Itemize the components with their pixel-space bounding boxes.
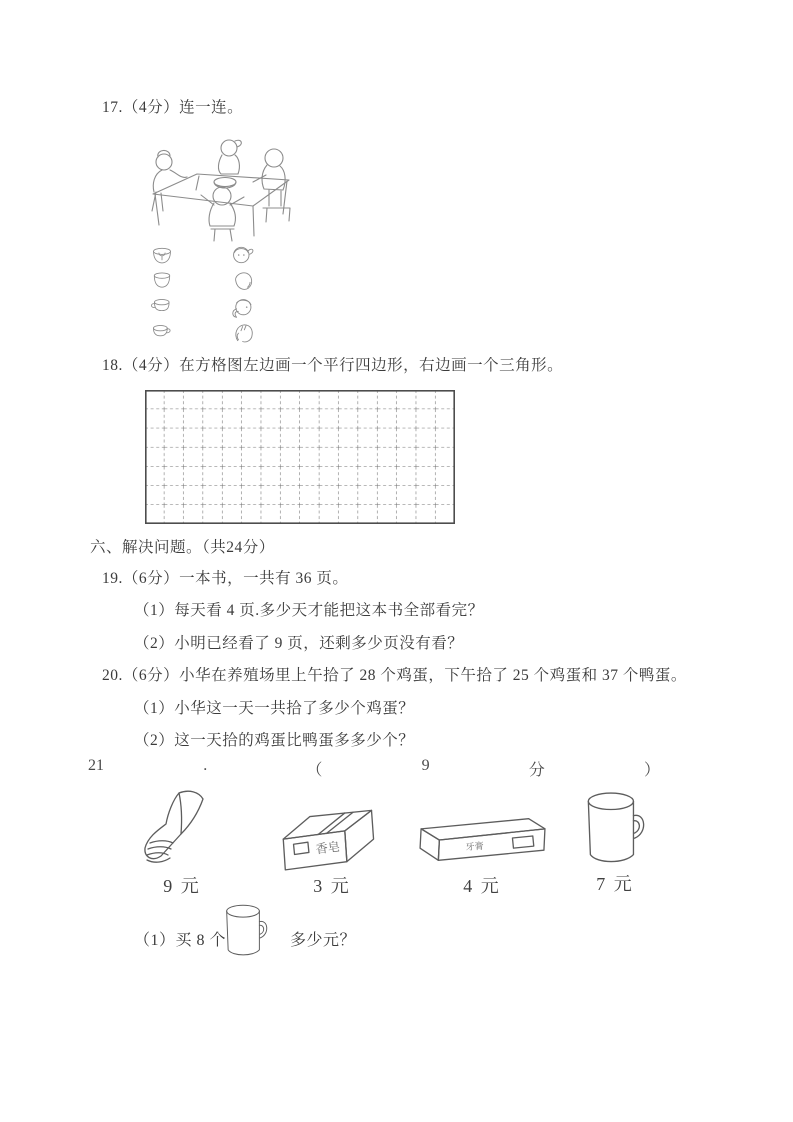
item-towel bbox=[134, 788, 230, 898]
soap-box-label: 香皂 bbox=[314, 839, 341, 857]
question-21-paren-close: ） bbox=[643, 762, 660, 779]
sub-question-mug bbox=[222, 903, 270, 961]
match-head-1 bbox=[230, 243, 256, 267]
soap-box-icon bbox=[273, 798, 391, 872]
match-head-4 bbox=[231, 322, 256, 346]
children-at-table-illustration bbox=[133, 132, 308, 242]
grid-icon bbox=[145, 390, 455, 524]
question-21-fen: 分 bbox=[528, 762, 545, 779]
match-cup-4 bbox=[149, 322, 174, 342]
question-20-label: 20.（6分）小华在养殖场里上午拾了 28 个鸡蛋，下午拾了 25 个鸡蛋和 37 个鸭蛋。 bbox=[102, 667, 687, 684]
cup-left-handle-icon bbox=[148, 296, 174, 316]
towel-icon bbox=[136, 788, 228, 872]
boy-head-profile-icon bbox=[231, 322, 256, 346]
question-20-sub-1: （1）小华这一天一共拾了多少个鸡蛋？ bbox=[134, 700, 415, 717]
small-mug-icon bbox=[222, 903, 270, 961]
question-21-paren-open: （ bbox=[306, 762, 323, 779]
drawing-grid bbox=[145, 390, 455, 524]
bowl-with-spoon-icon bbox=[150, 246, 174, 266]
item-toothpaste-box bbox=[412, 812, 552, 898]
item-soap-box bbox=[268, 798, 396, 898]
mug-icon bbox=[582, 790, 648, 870]
match-head-3 bbox=[229, 296, 256, 320]
question-19-sub-2: （2）小明已经看了 9 页，还剩多少页没有看？ bbox=[134, 635, 464, 652]
toothpaste-box-label: 牙膏 bbox=[465, 840, 485, 853]
match-cup-2 bbox=[150, 271, 174, 291]
match-cup-3 bbox=[148, 296, 174, 316]
towel-price: 9 元 bbox=[163, 876, 201, 896]
girl-head-side-tuft-icon bbox=[230, 243, 256, 267]
question-21-sub-1-prefix: （1）买 8 个 bbox=[134, 932, 227, 949]
question-18-label: 18.（4分）在方格图左边画一个平行四边形，右边画一个三角形。 bbox=[102, 357, 564, 374]
question-20-sub-2: （2）这一天拾的鸡蛋比鸭蛋多多少个？ bbox=[134, 732, 415, 749]
section-six-title: 六、解决问题。（共24分） bbox=[90, 539, 275, 556]
toothpaste-box-icon bbox=[415, 812, 549, 864]
bowl-icon bbox=[150, 271, 174, 291]
mug-price: 7 元 bbox=[596, 874, 634, 894]
question-21-sub-1-suffix: 多少元？ bbox=[290, 932, 357, 949]
question-21-score: 9 bbox=[421, 757, 430, 774]
children-at-table-icon bbox=[133, 132, 308, 242]
match-head-2 bbox=[231, 270, 256, 293]
question-19-sub-1: （1）每天看 4 页.多少天才能把这本书全部看完？ bbox=[134, 602, 484, 619]
head-back-icon bbox=[231, 270, 256, 293]
toothpaste-box-price: 4 元 bbox=[463, 876, 501, 896]
soap-box-price: 3 元 bbox=[313, 876, 351, 896]
question-21-dot: . bbox=[203, 757, 208, 774]
question-19-label: 19.（6分）一本书，一共有 36 页。 bbox=[102, 570, 349, 587]
question-17-label: 17.（4分）连一连。 bbox=[102, 99, 244, 116]
item-mug bbox=[578, 790, 652, 896]
match-cup-1 bbox=[150, 246, 174, 266]
teacup-right-handle-icon bbox=[149, 322, 174, 342]
question-21-header bbox=[88, 757, 660, 780]
girl-head-ponytail-icon bbox=[229, 296, 256, 320]
question-21-number: 21 bbox=[88, 757, 104, 774]
